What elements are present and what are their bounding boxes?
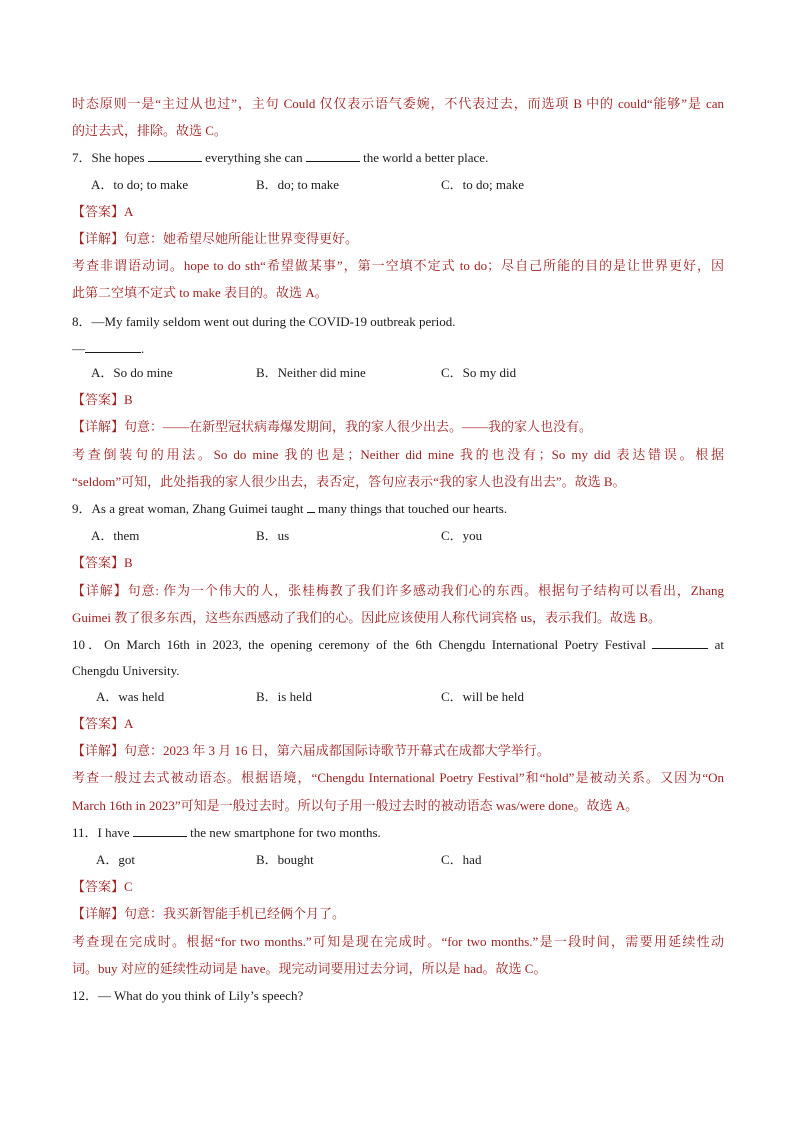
stem-part: — What do you think of Lily’s speech? [98,988,304,1003]
option-c: C．to do; make [441,177,525,192]
option-b: B．Neither did mine [256,365,366,380]
stem-part: everything she can [205,150,303,165]
stem-part: She hopes [91,150,145,165]
explanation-line: 考查非谓语动词。hope to do sth“希望做某事”，第一空填不定式 to do；尽自己所能的目的是让世界更好，因 [72,258,724,273]
detail-line [72,742,724,760]
option-c: C．had [441,852,482,867]
question-number: 7． [72,150,92,165]
answer-line [72,715,724,733]
explanation-line: March 16th in 2023”可知是一般过去时。所以句子用一般过去时的被动语态 was/were done。故选 A。 [72,798,639,813]
detail-text: 句意：她希望尽她所能让世界变得更好。 [124,231,359,246]
question-number: 10． [72,637,105,652]
detail-text: 句意：——在新型冠状病毒爆发期间，我的家人很少出去。——我的家人也没有。 [124,419,593,434]
question-number: 11． [72,825,98,840]
stem-part: at [714,637,725,652]
question-10-stem [72,636,724,654]
answer-line [72,391,724,409]
explanation-line: 考查倒装句的用法。So do mine 我的也是；Neither did mine 我的也没有；So my did 表达错误。根据 [72,447,724,462]
detail-label: 【详解】 [72,583,128,598]
detail-line [72,230,724,248]
answer-blank [306,149,360,162]
answer-value: A [124,716,134,731]
reply-end: . [141,341,145,356]
option-a: A．them [91,528,140,543]
question-number: 9． [72,501,92,516]
answer-label: 【答案】 [72,204,125,219]
answer-line [72,203,724,221]
answer-label: 【答案】 [72,555,125,570]
answer-blank [148,149,202,162]
explanation-line: “seldom”可知，此处指我的家人很少出去，表否定，答句应表示“我的家人也没有出去”。故选 B。 [72,474,626,489]
answer-label: 【答案】 [72,392,125,407]
intro-line-2: 的过去式，排除。故选 C。 [72,123,227,138]
question-9-stem [72,500,724,518]
answer-blank [85,340,141,353]
stem-part: I have [97,825,130,840]
detail-line [72,418,724,436]
detail-label: 【详解】 [72,419,125,434]
detail-label: 【详解】 [72,231,125,246]
question-10-stem-cont: Chengdu University. [72,663,180,678]
question-number: 8． [72,314,92,329]
question-number: 12． [72,988,99,1003]
stem-part: On March 16th in 2023, the opening ceremony of the 6th Chengdu International Poetry Festival [104,637,646,652]
stem-part: As a great woman, Zhang Guimei taught [91,501,304,516]
option-c: C．will be held [441,689,525,704]
answer-line [72,878,724,896]
answer-value: C [124,879,133,894]
option-c: C．you [441,528,483,543]
detail-line [72,905,724,923]
detail-line [72,582,724,600]
answer-label: 【答案】 [72,879,125,894]
stem-part: —My family seldom went out during the COVID-19 outbreak period. [91,314,456,329]
answer-value: B [124,392,133,407]
detail-text: 句意：2023 年 3 月 16 日，第六届成都国际诗歌节开幕式在成都大学举行。 [124,743,550,758]
option-b: B．bought [256,852,314,867]
stem-part: the world a better place. [363,150,489,165]
answer-line [72,554,724,572]
explanation-line: 此第二空填不定式 to make 表目的。故选 A。 [72,285,328,300]
explanation-line: 考查现在完成时。根据“for two months.”可知是现在完成时。“for two months.”是一段时间，需要用延续性动 [72,934,724,949]
detail-text: 句意：我买新智能手机已经俩个月了。 [124,906,346,921]
explanation-line: 词。buy 对应的延续性动词是 have。现完动词要用过去分词，所以是 had。故选 C。 [72,961,547,976]
answer-blank [307,500,315,513]
question-12-stem [72,987,724,1005]
stem-part: many things that touched our hearts. [317,501,508,516]
reply-dash: — [72,341,85,356]
detail-label: 【详解】 [72,743,125,758]
option-c: C．So my did [441,365,517,380]
option-b: B．do; to make [256,177,340,192]
option-a: A．was held [96,689,165,704]
option-b: B．us [256,528,290,543]
answer-value: B [124,555,133,570]
option-a: A．to do; to make [91,177,189,192]
answer-label: 【答案】 [72,716,125,731]
option-a: A．So do mine [91,365,173,380]
question-8-reply [72,340,724,358]
answer-blank [652,636,708,649]
explanation-line: 考查一般过去式被动语态。根据语境，“Chengdu International Poetry Festival”和“hold”是被动关系。又因为“On [72,770,724,785]
question-11-stem [72,824,724,842]
explanation-line: Guimei 教了很多东西，这些东西感动了我们的心。因此应该使用人称代词宾格 us，表示我们。故选 B。 [72,610,661,625]
detail-text: 句意: 作为一个伟大的人，张桂梅教了我们许多感动我们心的东西。根据句子结构可以看出，Zhang [127,583,724,598]
option-a: A．got [96,852,136,867]
stem-part: the new smartphone for two months. [190,825,381,840]
answer-blank [133,824,187,837]
answer-value: A [124,204,134,219]
question-7-stem [72,149,724,167]
intro-line-1: 时态原则一是“主过从也过”，主句 Could 仅仅表示语气委婉，不代表过去，而选项 B 中的 could“能够”是 can [72,96,724,111]
detail-label: 【详解】 [72,906,125,921]
option-b: B．is held [256,689,312,704]
question-8-stem [72,313,724,331]
